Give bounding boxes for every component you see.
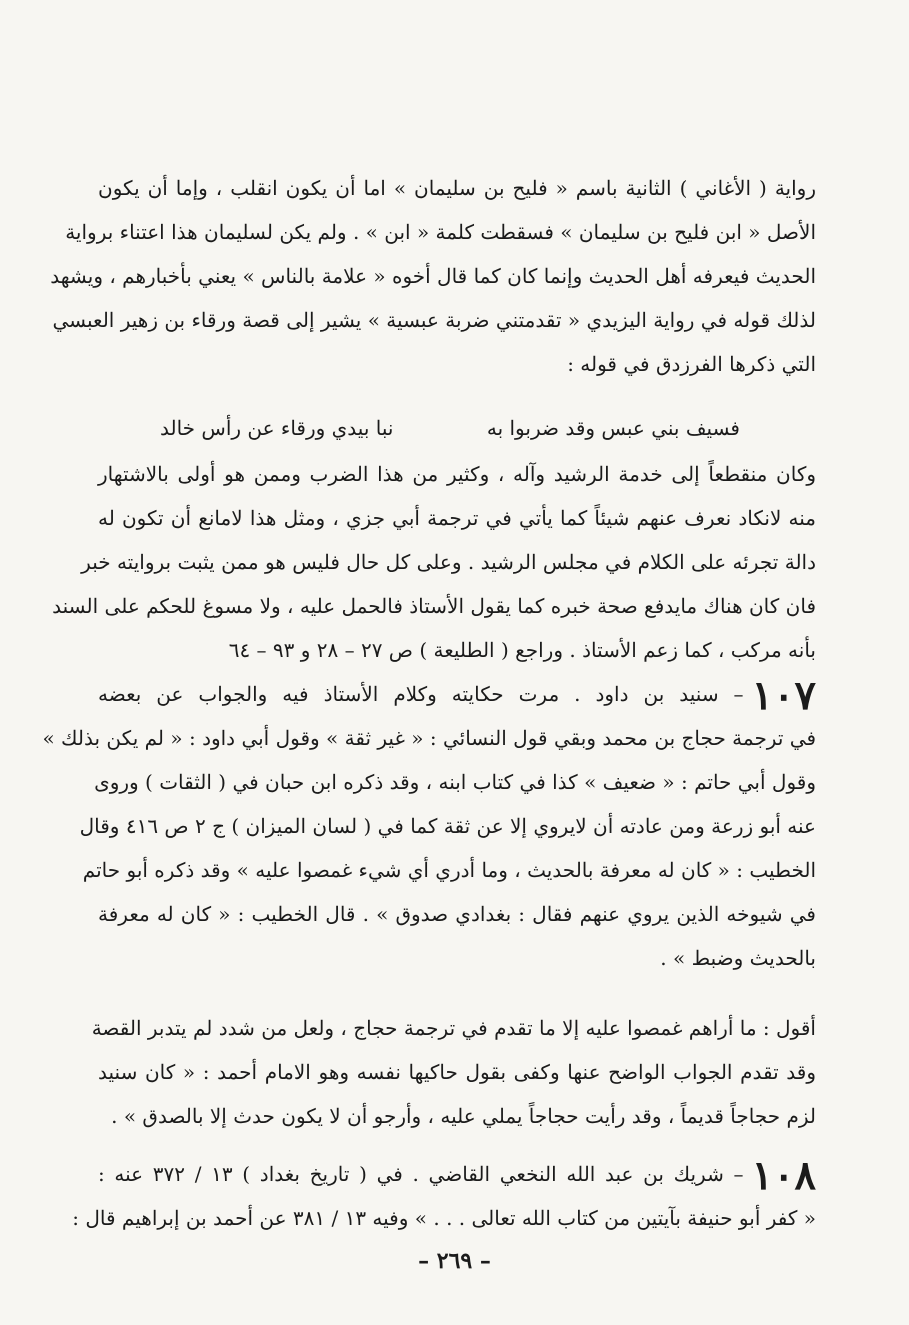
verse-first-hemistich: فسيف بني عبس وقد ضربوا به xyxy=(486,416,740,440)
entry-heading-line xyxy=(98,671,816,719)
text-line: بأنه مركب ، كما زعم الأستاذ . وراجع ( الطليعة ) ص ٢٧ – ٢٨ و ٩٣ – ٦٤ xyxy=(228,638,816,662)
entry-number: ١٠٧ xyxy=(751,671,816,719)
text-line: لزم حجاجاً قديماً ، وقد رأيت حجاجاً يملي عليه ، وأرجو أن لا يكون حدث إلا بالصدق » . xyxy=(111,1104,816,1128)
text-line: الحديث فيعرفه أهل الحديث وإنما كان كما قال أخوه « علامة بالناس » يعني بأخبارهم ، ويشهد xyxy=(50,264,816,288)
entry-title-text: – سنيد بن داود . مرت حكايته وكلام الأستاذ فيه والجواب عن بعضه xyxy=(98,682,744,706)
text-line: الخطيب : « كان له معرفة بالحديث ، وما أدري أي شيء غمصوا عليه » وقد ذكره أبو حاتم xyxy=(82,858,816,882)
paragraph-3 xyxy=(91,1006,816,1138)
text-line: « كفر أبو حنيفة بآيتين من كتاب الله تعالى . . . » وفيه ١٣ / ٣٨١ عن أحمد بن إبراهيم قال : xyxy=(72,1206,816,1230)
text-line: في شيوخه الذين يروي عنهم فقال : بغدادي صدوق » . قال الخطيب : « كان له معرفة xyxy=(98,902,816,926)
text-line: دالة تجرئه على الكلام في مجلس الرشيد . وعلى كل حال فليس هو ممن يثبت بروايته خبر xyxy=(81,550,816,574)
text-line: رواية ( الأغاني ) الثانية باسم « فليح بن سليمان » اما أن يكون انقلب ، وإما أن يكون xyxy=(98,176,816,200)
text-line: بالحديث وضبط » . xyxy=(660,946,816,970)
paragraph-2 xyxy=(52,452,816,672)
paragraph-1 xyxy=(50,166,816,386)
poetry-verse xyxy=(160,406,740,450)
text-line: لذلك قوله في رواية اليزيدي « تقدمتني ضربة عبسية » يشير إلى قصة ورقاء بن زهير العبسي xyxy=(52,308,816,332)
page-number: – ٢٦٩ – xyxy=(418,1248,491,1274)
text-line: عنه أبو زرعة ومن عادته أن لايروي إلا عن ثقة كما في ( لسان الميزان ) ج ٢ ص ٤١٦ وقال xyxy=(79,814,816,838)
text-line: التي ذكرها الفرزدق في قوله : xyxy=(567,352,816,376)
text-line: في ترجمة حجاج بن محمد وبقي قول النسائي : « غير ثقة » وقول أبي داود : « لم يكن بذلك » xyxy=(42,726,816,750)
text-line: الأصل « ابن فليح بن سليمان » فسقطت كلمة « ابن » . ولم يكن لسليمان هذا اعتناء برواية xyxy=(65,220,816,244)
text-line: أقول : ما أراهم غمصوا عليه إلا ما تقدم في ترجمة حجاج ، ولعل من شدد لم يتدبر القصة xyxy=(91,1016,816,1040)
text-line: فان كان هناك مايدفع صحة خبره كما يقول الأستاذ فالحمل عليه ، ولا مسوغ للحكم على السند xyxy=(52,594,816,618)
entry-107 xyxy=(42,671,816,980)
entry-title-text: – شريك بن عبد الله النخعي القاضي . في ( تاريخ بغداد ) ١٣ / ٣٧٢ عنه : xyxy=(98,1162,744,1186)
verse-second-hemistich: نبا بيدي ورقاء عن رأس خالد xyxy=(160,416,394,440)
entry-number: ١٠٨ xyxy=(751,1151,816,1199)
text-line: وقول أبي حاتم : « ضعيف » كذا في كتاب ابنه ، وقد ذكره ابن حبان في ( الثقات ) وروى xyxy=(94,770,816,794)
entry-heading-line xyxy=(98,1151,816,1199)
text-line: وكان منقطعاً إلى خدمة الرشيد وآله ، وكثير من هذا الضرب وممن هو أولى بالاشتهار xyxy=(98,462,816,486)
text-line: وقد تقدم الجواب الواضح عنها وكفى بقول حاكيها نفسه وهو الامام أحمد : « كان سنيد xyxy=(98,1060,816,1084)
entry-108 xyxy=(72,1151,816,1240)
text-line: منه لانكاد نعرف عنهم شيئاً كما يأتي في ترجمة أبي جزي ، ومثل هذا لامانع أن تكون له xyxy=(98,506,816,530)
